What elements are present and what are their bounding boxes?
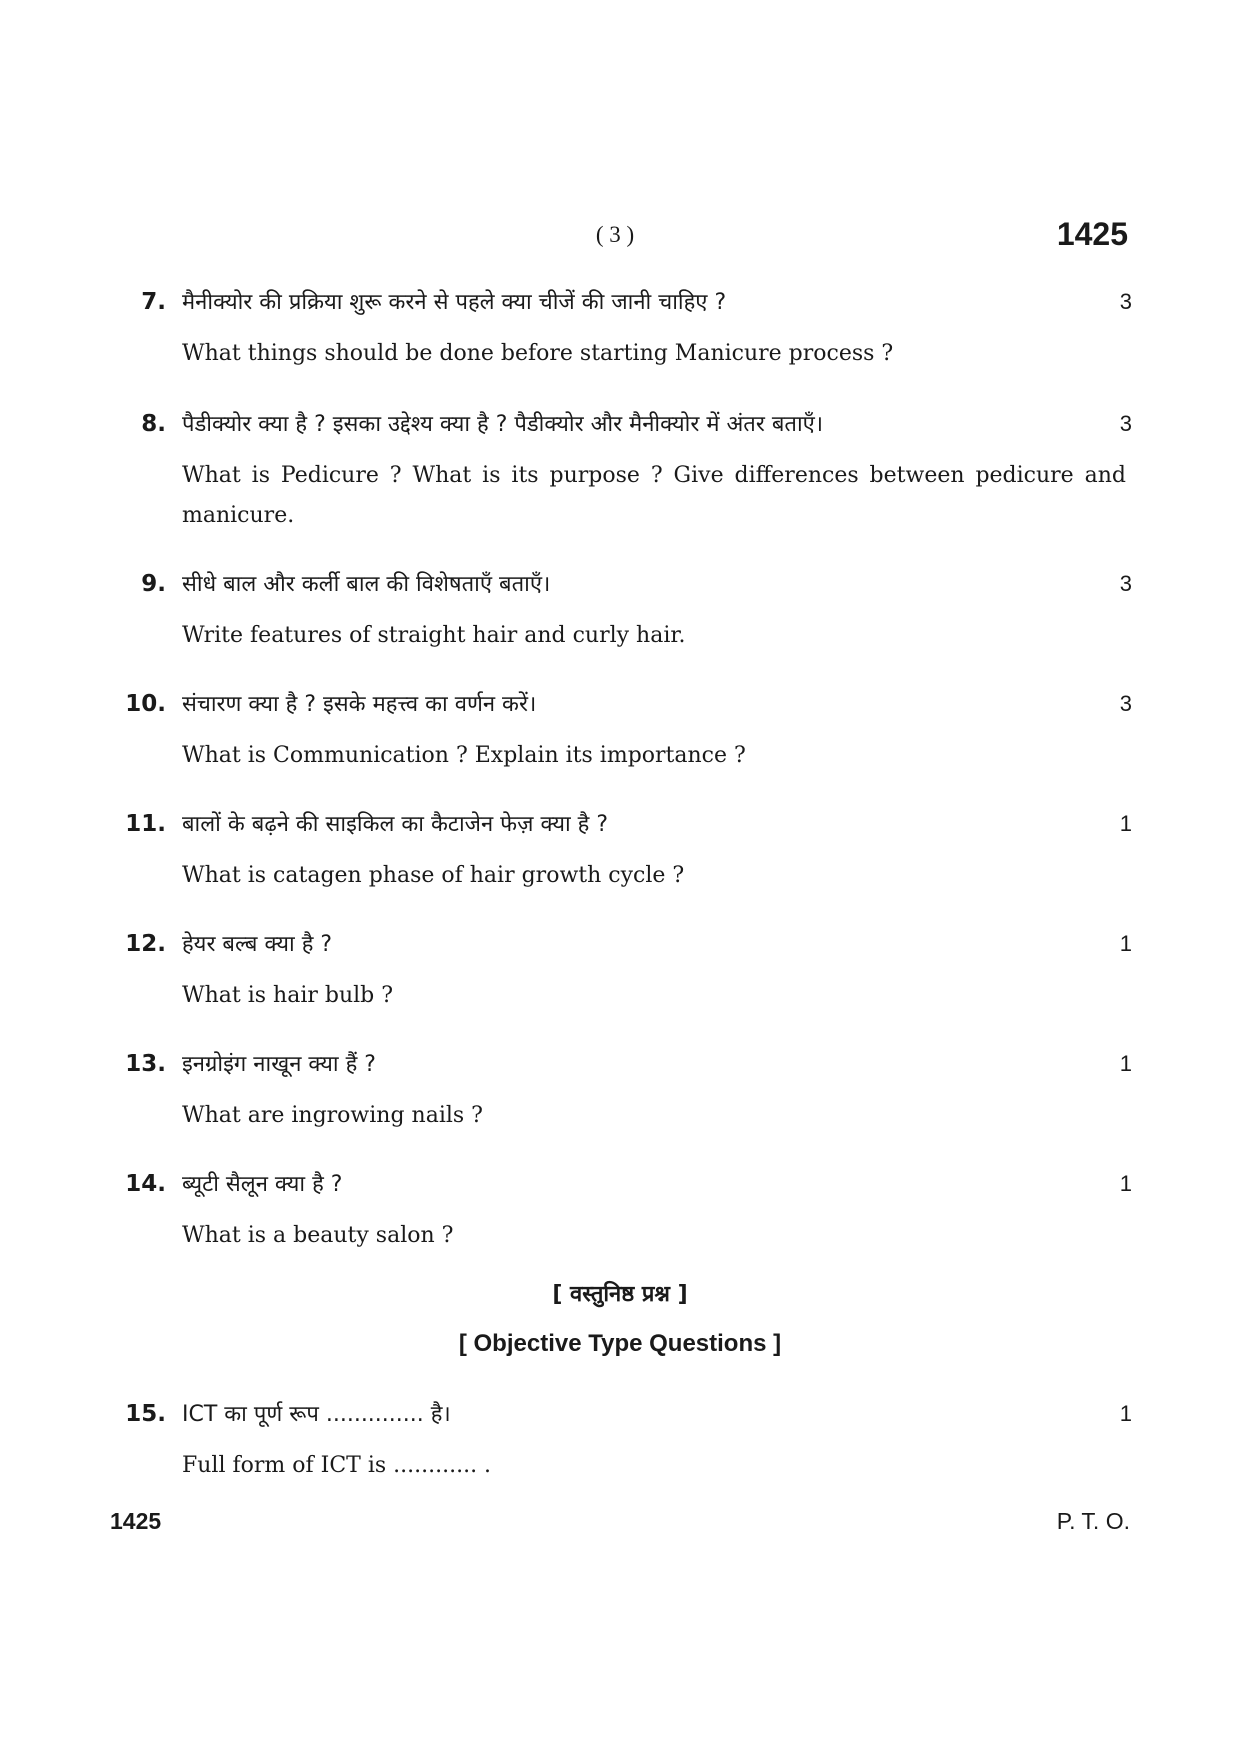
question-text-english: What are ingrowing nails ? — [182, 1103, 483, 1128]
question-marks: 1 — [1119, 811, 1132, 836]
question-text-hindi: संचारण क्या है ? इसके महत्त्व का वर्णन करें। — [182, 692, 537, 717]
question-text-english: Write features of straight hair and curly hair. — [182, 623, 686, 648]
question-text-hindi: बालों के बढ़ने की साइकिल का कैटाजेन फेज़ क्या है ? — [182, 812, 609, 837]
question-marks: 1 — [1119, 1051, 1132, 1076]
question-text-english: Full form of ICT is ............ . — [182, 1453, 492, 1478]
page-number: ( 3 ) — [595, 222, 635, 247]
question-number: 12. — [125, 931, 166, 957]
question-marks: 1 — [1119, 931, 1132, 956]
question-marks: 1 — [1119, 1401, 1132, 1426]
question-number: 11. — [125, 811, 166, 837]
question-text-hindi: पैडीक्योर क्या है ? इसका उद्देश्य क्या है ? पैडीक्योर और मैनीक्योर में अंतर बताएँ। — [182, 412, 824, 437]
question-marks: 1 — [1119, 1171, 1132, 1196]
question-text-english: What is a beauty salon ? — [182, 1223, 454, 1248]
question-marks: 3 — [1119, 691, 1132, 716]
question-text-hindi: ICT का पूर्ण रूप .............. है। — [182, 1402, 451, 1427]
question-number: 7. — [141, 289, 166, 315]
question-number: 8. — [141, 411, 166, 437]
section-title-english: [ Objective Type Questions ] — [458, 1330, 782, 1357]
question-text-english: What is hair bulb ? — [182, 983, 394, 1008]
section-title-hindi: [ वस्तुनिष्ठ प्रश्न ] — [552, 1282, 688, 1307]
question-text-english: What is Communication ? Explain its importance ? — [182, 743, 746, 768]
question-number: 14. — [125, 1171, 166, 1197]
question-number: 10. — [125, 691, 166, 717]
paper-code-footer: 1425 — [110, 1508, 162, 1534]
question-number: 15. — [125, 1401, 166, 1427]
question-text-english: What is catagen phase of hair growth cycle ? — [182, 863, 685, 888]
question-text-english: What is Pedicure ? What is its purpose ? Give differences between pedicure and manicure. — [182, 463, 1126, 528]
question-number: 9. — [141, 571, 166, 597]
question-text-hindi: हेयर बल्ब क्या है ? — [182, 932, 333, 957]
question-text-english: What things should be done before starting Manicure process ? — [182, 341, 894, 366]
question-text-hindi: सीधे बाल और कर्ली बाल की विशेषताएँ बताएँ। — [182, 572, 551, 597]
question-marks: 3 — [1119, 571, 1132, 596]
please-turn-over: P. T. O. — [1056, 1508, 1130, 1534]
question-text-hindi: मैनीक्योर की प्रक्रिया शुरू करने से पहले क्या चीजें की जानी चाहिए ? — [182, 290, 727, 315]
question-text-hindi: इनग्रोइंग नाखून क्या हैं ? — [182, 1052, 376, 1077]
question-marks: 3 — [1119, 411, 1132, 436]
paper-code-header: 1425 — [1056, 216, 1128, 252]
question-number: 13. — [125, 1051, 166, 1077]
question-marks: 3 — [1119, 289, 1132, 314]
question-text-hindi: ब्यूटी सैलून क्या है ? — [182, 1172, 343, 1197]
